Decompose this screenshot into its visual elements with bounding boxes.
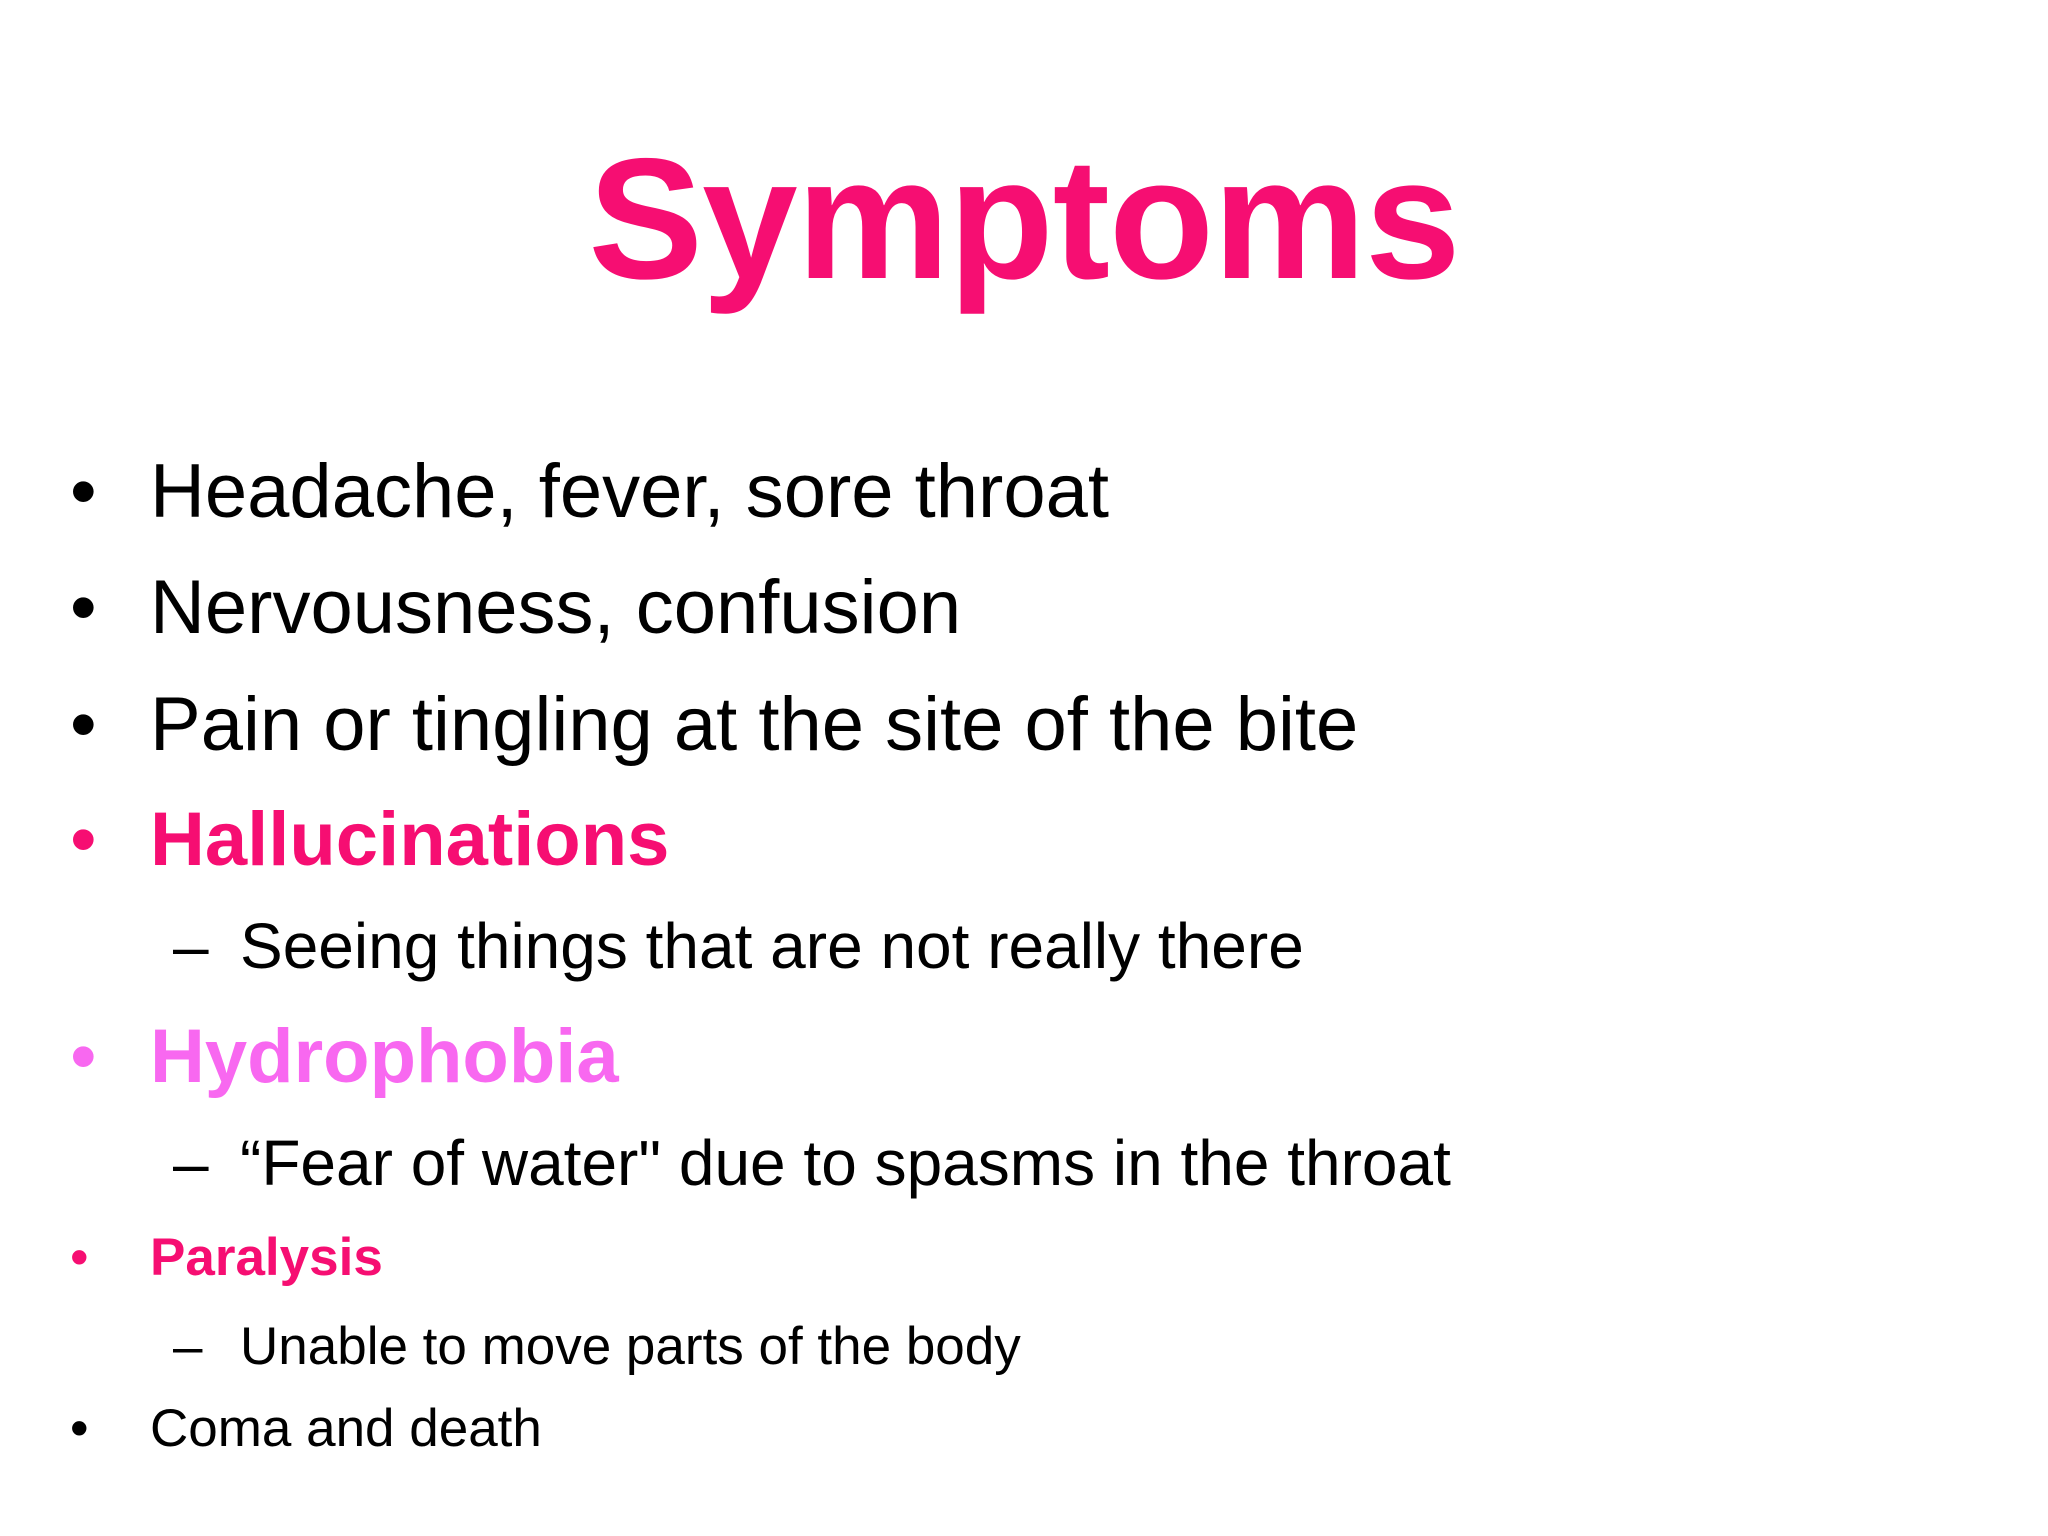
sub-list-item-text: “Fear of water" due to spasms in the throat — [240, 1127, 1451, 1199]
bullet-marker: • — [70, 797, 97, 882]
bullet-marker: • — [70, 449, 97, 534]
list-item-text: Paralysis — [150, 1228, 383, 1287]
slide-title-text: Symptoms — [588, 123, 1460, 315]
slide-title — [0, 125, 2048, 314]
dash-marker: – — [173, 910, 209, 982]
sub-list-item-text: Seeing things that are not really there — [240, 910, 1304, 982]
bullet-marker: • — [70, 565, 97, 650]
list-item-text: Pain or tingling at the site of the bite — [150, 682, 1359, 767]
bullet-marker: • — [70, 682, 97, 767]
bullet-marker: • — [70, 1399, 89, 1458]
bullet-marker: • — [70, 1228, 89, 1287]
list-item-text: Hallucinations — [150, 797, 670, 882]
list-item-text: Hydrophobia — [150, 1014, 619, 1099]
list-item-text: Headache, fever, sore throat — [150, 449, 1110, 534]
dash-marker: – — [173, 1317, 203, 1376]
sub-list-item-text: Unable to move parts of the body — [240, 1317, 1021, 1376]
dash-marker: – — [173, 1127, 209, 1199]
bullet-marker: • — [70, 1014, 97, 1099]
list-item-text: Nervousness, confusion — [150, 565, 962, 650]
list-item-text: Coma and death — [150, 1399, 542, 1458]
